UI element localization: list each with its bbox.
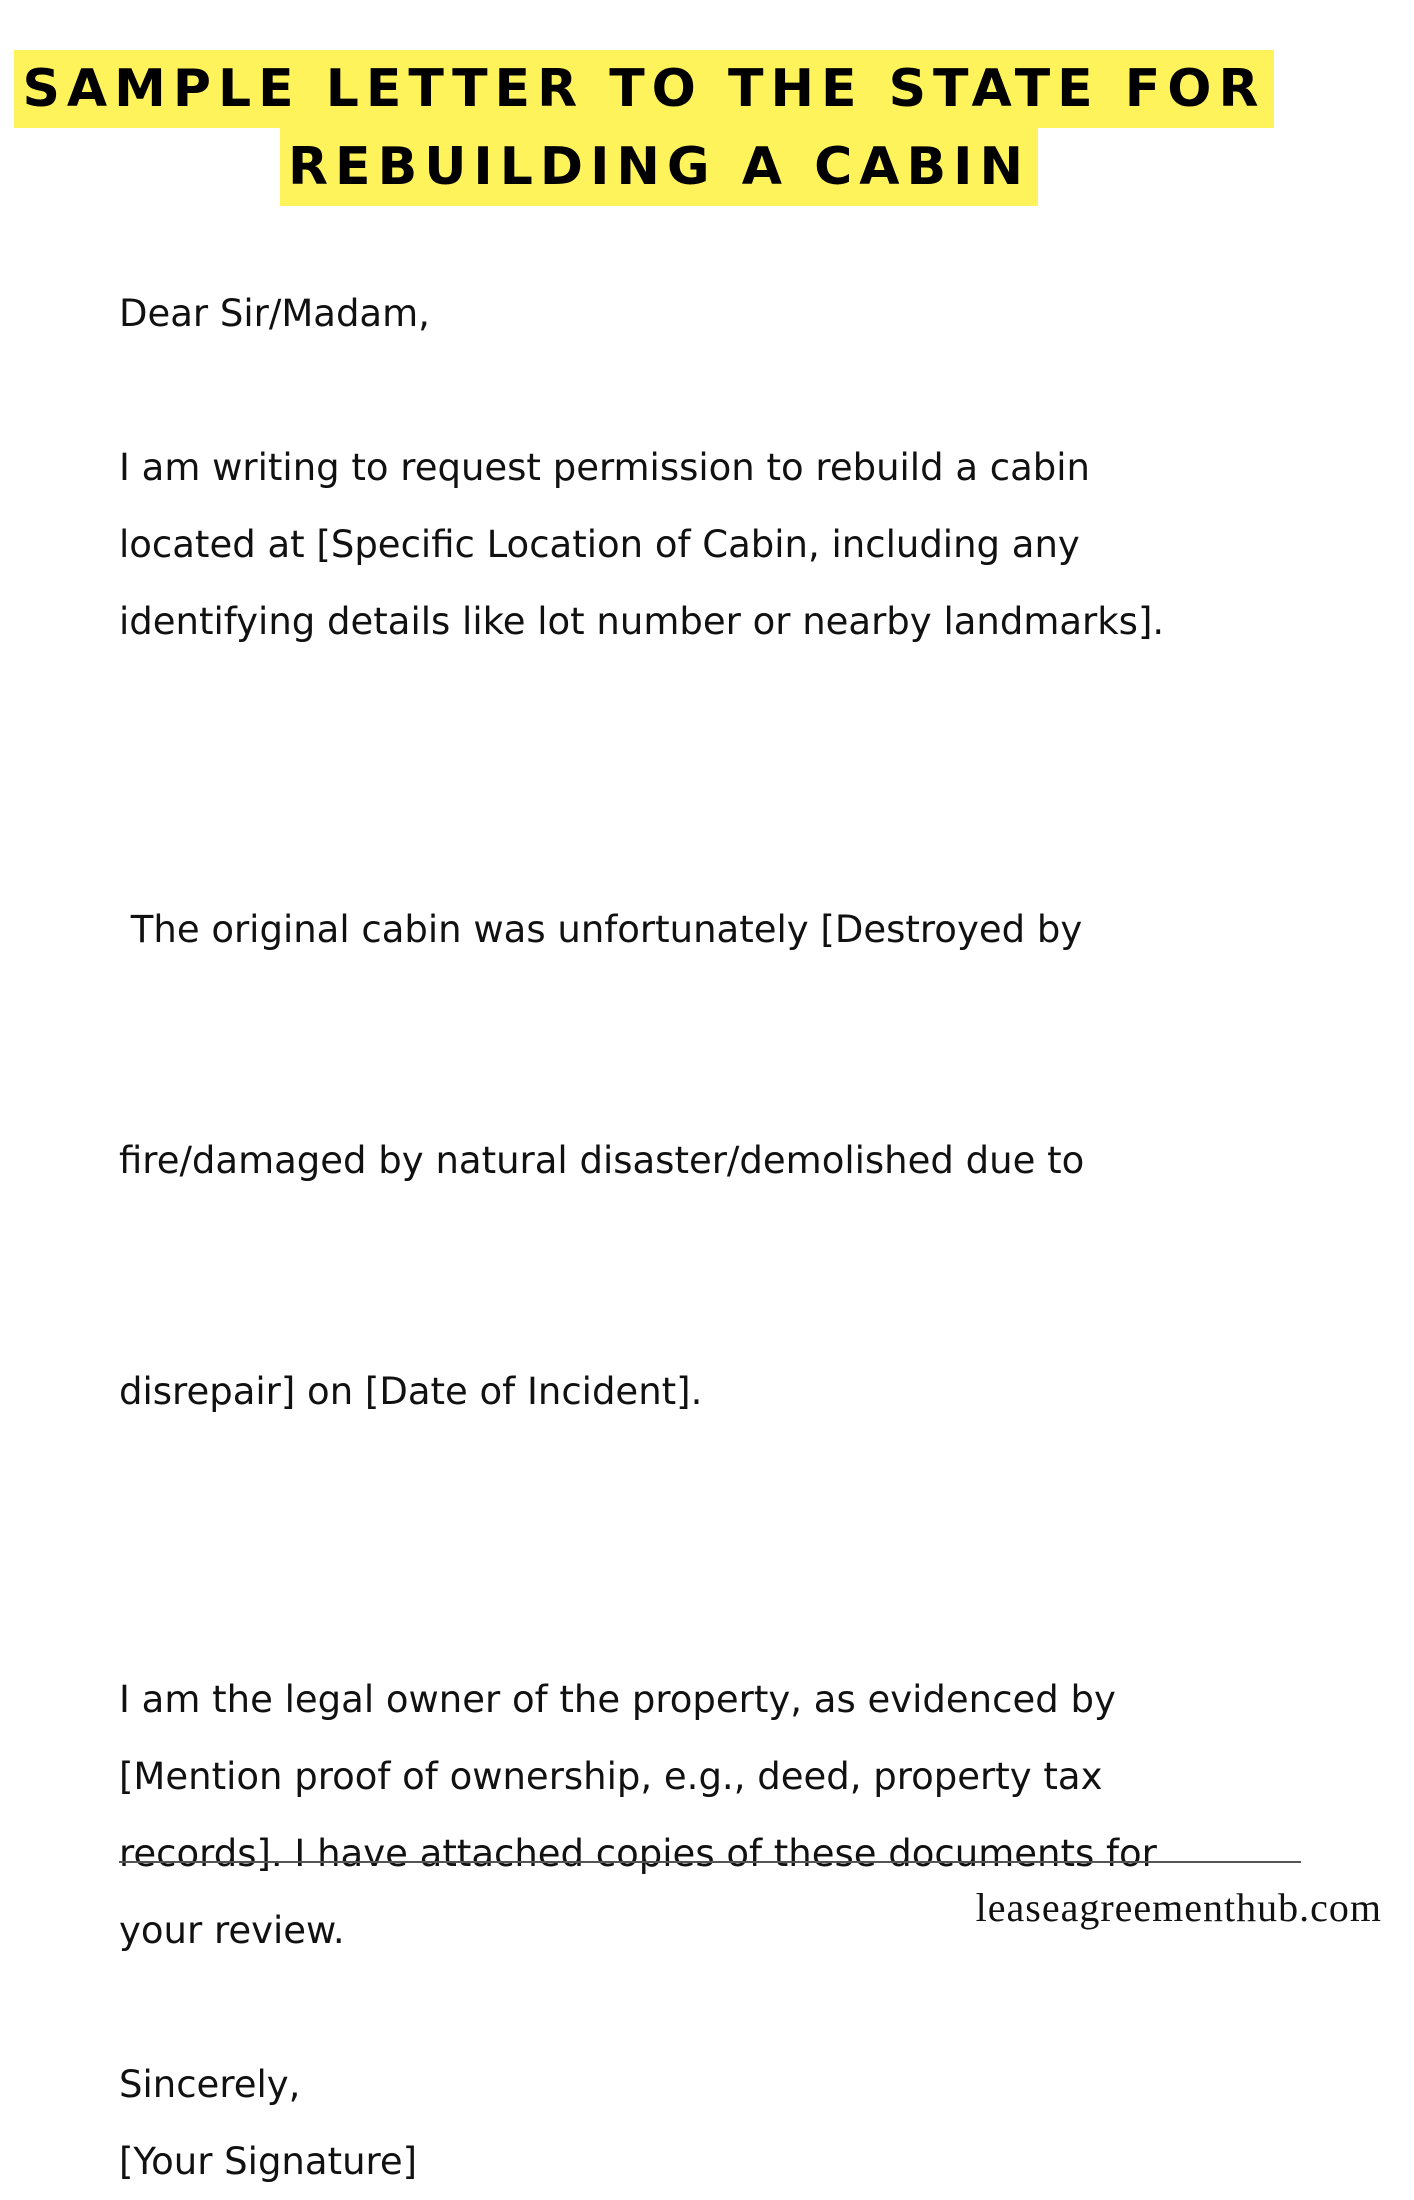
signature-placeholder: [Your Signature] [119,2140,418,2183]
title-line-2: REBUILDING A CABIN [280,128,1038,206]
closing-text: Sincerely, [119,2063,301,2106]
paragraph-line: your review. [119,1909,345,1952]
paragraph-line: I am writing to request permission to rebuild a cabin [119,446,1090,489]
paragraph-incident [119,737,1349,1584]
paragraph-line: records]. I have attached copies of these documents for [119,1832,1157,1875]
salutation: Dear Sir/Madam, [119,292,430,335]
paragraph-line: [Mention proof of ownership, e.g., deed, property tax [119,1755,1103,1798]
paragraph-line: fire/damaged by natural disaster/demolished due to [119,1139,1085,1182]
paragraph-line: identifying details like lot number or nearby landmarks]. [119,600,1165,643]
paragraph-line: located at [Specific Location of Cabin, including any [119,523,1080,566]
letter-title [0,50,1414,206]
letter-closing [119,2046,1349,2200]
paragraph-request [119,429,1349,660]
paragraph-line: I am the legal owner of the property, as evidenced by [119,1678,1116,1721]
paragraph-line: disrepair] on [Date of Incident]. [119,1370,703,1413]
title-line-1: SAMPLE LETTER TO THE STATE FOR [14,50,1273,128]
footer-divider [119,1861,1301,1863]
paragraph-line: The original cabin was unfortunately [Destroyed by [119,908,1083,951]
footer-website: leaseagreementhub.com [975,1885,1382,1930]
